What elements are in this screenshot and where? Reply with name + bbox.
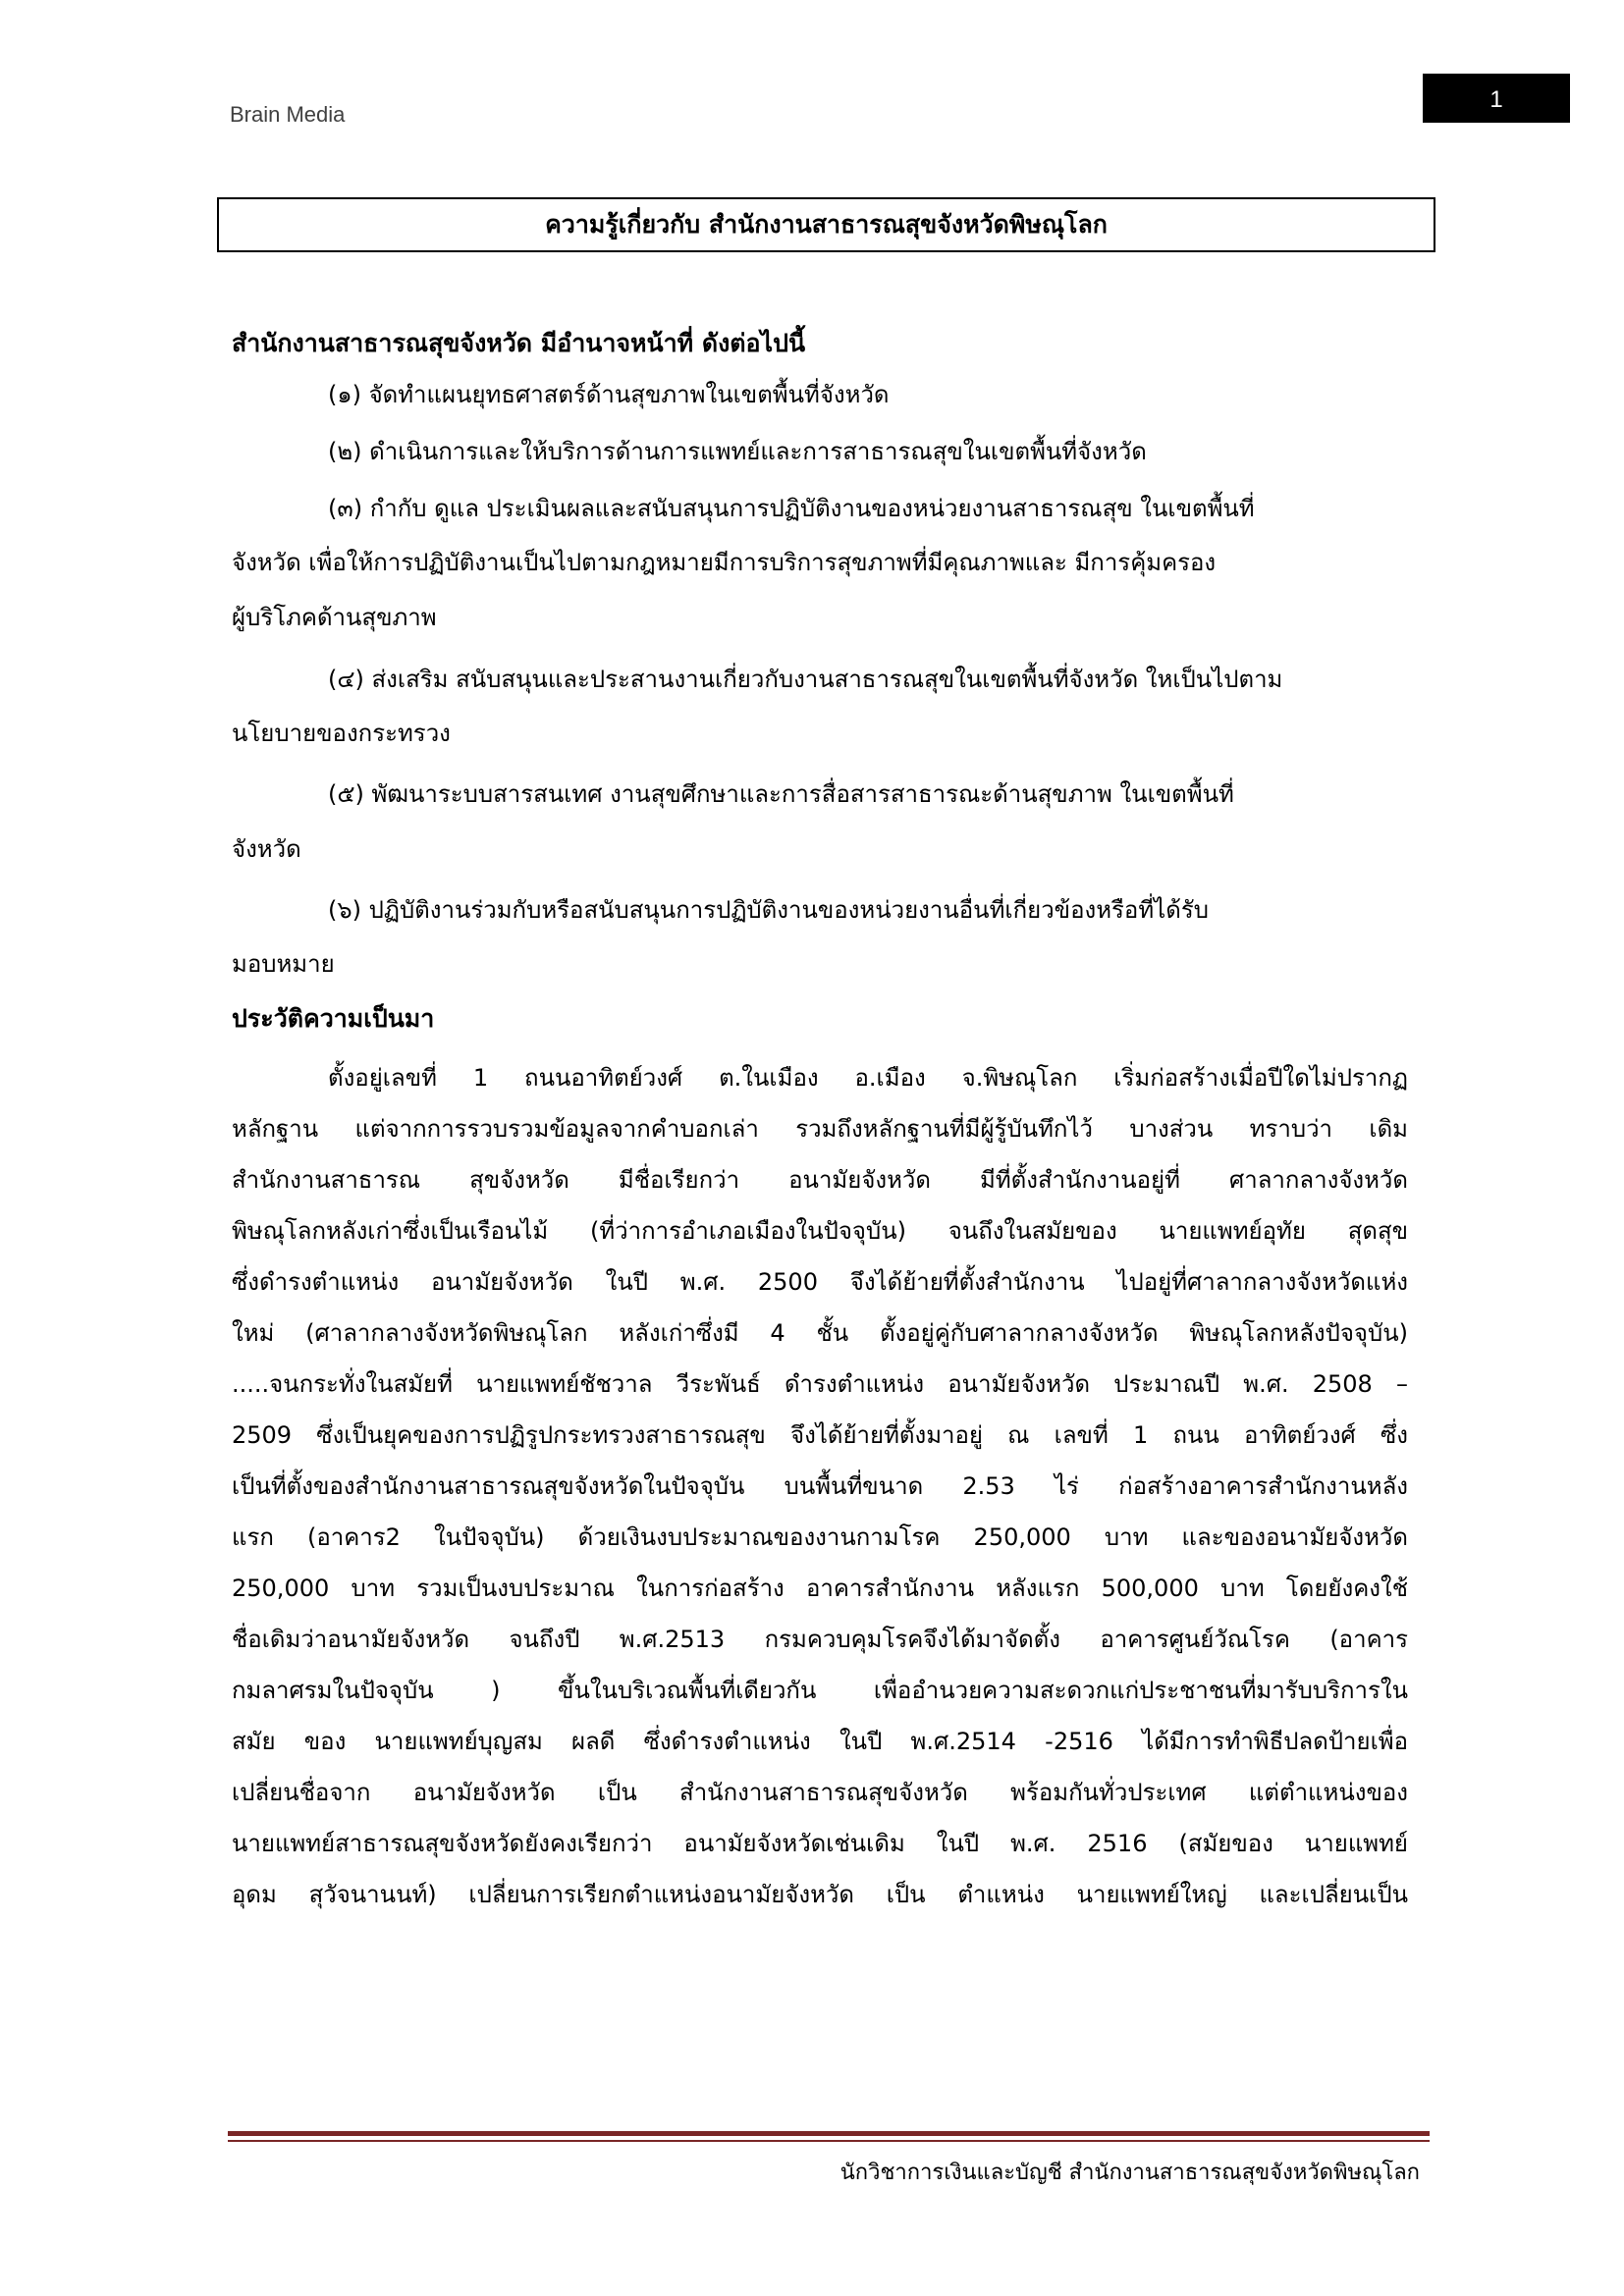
history-line: อุดม สุวัจนานนท์) เปลี่ยนการเรียกตำแหน่งอนามัยจังหวัด เป็น ตำแหน่ง นายแพทย์ใหญ่ และเปลี่ยนเป็น [232,1881,1408,1908]
history-heading: ประวัติความเป็นมา [232,1004,435,1033]
duties-heading: สำนักงานสาธารณสุขจังหวัด มีอำนาจหน้าที่ ดังต่อไปนี้ [232,329,806,357]
duty-line: จังหวัด [232,835,301,863]
history-line: สมัย ของ นายแพทย์บุญสม ผลดี ซึ่งดำรงตำแหน่ง ในปี พ.ศ.2514 -2516 ได้มีการทำพิธีปลดป้ายเพื่อ [232,1728,1408,1755]
footer-divider-thin [228,2140,1430,2142]
page-number: 1 [1423,74,1570,123]
history-line: สำนักงานสาธารณ สุขจังหวัด มีชื่อเรียกว่า อนามัยจังหวัด มีที่ตั้งสำนักงานอยู่ที่ ศาลากลางจังหวัด [232,1166,1408,1194]
footer-text: นักวิชาการเงินและบัญชี สำนักงานสาธารณสุขจังหวัดพิษณุโลก [839,2161,1420,2185]
history-line: ซึ่งดำรงตำแหน่ง อนามัยจังหวัด ในปี พ.ศ. 2500 จึงได้ย้ายที่ตั้งสำนักงาน ไปอยู่ที่ศาลากลางจังหวัดแห่ง [232,1268,1408,1296]
history-line: 2509 ซึ่งเป็นยุคของการปฏิรูปกระทรวงสาธารณสุข จึงได้ย้ายที่ตั้งมาอยู่ ณ เลขที่ 1 ถนน อาทิตย์วงศ์ ซึ่ง [232,1421,1408,1449]
duty-line: จังหวัด เพื่อให้การปฏิบัติงานเป็นไปตามกฎหมายมีการบริการสุขภาพที่มีคุณภาพและ มีการคุ้มครอง [232,549,1217,576]
footer-divider [228,2131,1430,2136]
duty-line: มอบหมาย [232,950,335,978]
duty-line: นโยบายของกระทรวง [232,720,451,747]
history-line: .....จนกระทั่งในสมัยที่ นายแพทย์ชัชวาล วีระพันธ์ ดำรงตำแหน่ง อนามัยจังหวัด ประมาณปี พ.ศ. 2508 – [232,1370,1408,1398]
history-line: เป็นที่ตั้งของสำนักงานสาธารณสุขจังหวัดในปัจจุบัน บนพื้นที่ขนาด 2.53 ไร่ ก่อสร้างอาคารสำนักงานหลัง [232,1472,1408,1500]
history-line: 250,000 บาท รวมเป็นงบประมาณ ในการก่อสร้าง อาคารสำนักงาน หลังแรก 500,000 บาท โดยยังคงใช้ [232,1575,1408,1602]
duty-line: (๑) จัดทำแผนยุทธศาสตร์ด้านสุขภาพในเขตพื้นที่จังหวัด [328,381,890,408]
history-line: นายแพทย์สาธารณสุขจังหวัดยังคงเรียกว่า อนามัยจังหวัดเช่นเดิม ในปี พ.ศ. 2516 (สมัยของ นายแพทย์ [232,1830,1408,1857]
duty-line: (๖) ปฏิบัติงานร่วมกับหรือสนับสนุนการปฏิบัติงานของหน่วยงานอื่นที่เกี่ยวข้องหรือที่ได้รับ [328,896,1209,924]
duty-line: (๕) พัฒนาระบบสารสนเทศ งานสุขศึกษาและการสื่อสารสาธารณะด้านสุขภาพ ในเขตพื้นที่ [328,780,1234,808]
history-paragraph [232,1052,1408,1920]
history-line: ชื่อเดิมว่าอนามัยจังหวัด จนถึงปี พ.ศ.2513 กรมควบคุมโรคจึงได้มาจัดตั้ง อาคารศูนย์วัณโรค (อาคาร [232,1626,1408,1653]
duty-line: (๓) กำกับ ดูแล ประเมินผลและสนับสนุนการปฏิบัติงานของหน่วยงานสาธารณสุข ในเขตพื้นที่ [328,495,1255,522]
duty-line: ผู้บริโภคด้านสุขภาพ [232,604,437,631]
history-line: แรก (อาคาร2 ในปัจจุบัน) ด้วยเงินงบประมาณของงานกามโรค 250,000 บาท และของอนามัยจังหวัด [232,1523,1408,1551]
duty-line: (๒) ดำเนินการและให้บริการด้านการแพทย์และการสาธารณสุขในเขตพื้นที่จังหวัด [328,438,1147,465]
header-brand: Brain Media [230,102,346,127]
history-line: พิษณุโลกหลังเก่าซึ่งเป็นเรือนไม้ (ที่ว่าการอำเภอเมืองในปัจจุบัน) จนถึงในสมัยของ นายแพทย์อุทัย สุดสุข [232,1217,1408,1245]
duty-line: (๔) ส่งเสริม สนับสนุนและประสานงานเกี่ยวกับงานสาธารณสุขในเขตพื้นที่จังหวัด ใหเป็นไปตาม [328,666,1283,693]
history-line: เปลี่ยนชื่อจาก อนามัยจังหวัด เป็น สำนักงานสาธารณสุขจังหวัด พร้อมกันทั่วประเทศ แต่ตำแหน่งของ [232,1779,1408,1806]
history-line: หลักฐาน แต่จากการรวบรวมข้อมูลจากคำบอกเล่า รวมถึงหลักฐานที่มีผู้รู้บันทึกไว้ บางส่วน ทราบว่า เดิม [232,1115,1408,1143]
history-line: ตั้งอยู่เลขที่ 1 ถนนอาทิตย์วงศ์ ต.ในเมือง อ.เมือง จ.พิษณุโลก เริ่มก่อสร้างเมื่อปีใดไม่ปรากฏ [328,1064,1408,1092]
history-line: ใหม่ (ศาลากลางจังหวัดพิษณุโลก หลังเก่าซึ่งมี 4 ชั้น ตั้งอยู่คู่กับศาลากลางจังหวัด พิษณุโลกหลังปัจจุบัน) [232,1319,1408,1347]
page-title: ความรู้เกี่ยวกับ สำนักงานสาธารณสุขจังหวัดพิษณุโลก [217,197,1435,252]
history-line: กมลาศรมในปัจจุบัน ) ขึ้นในบริเวณพื้นที่เดียวกัน เพื่ออำนวยความสะดวกแก่ประชาชนที่มารับบริการใน [232,1677,1408,1704]
